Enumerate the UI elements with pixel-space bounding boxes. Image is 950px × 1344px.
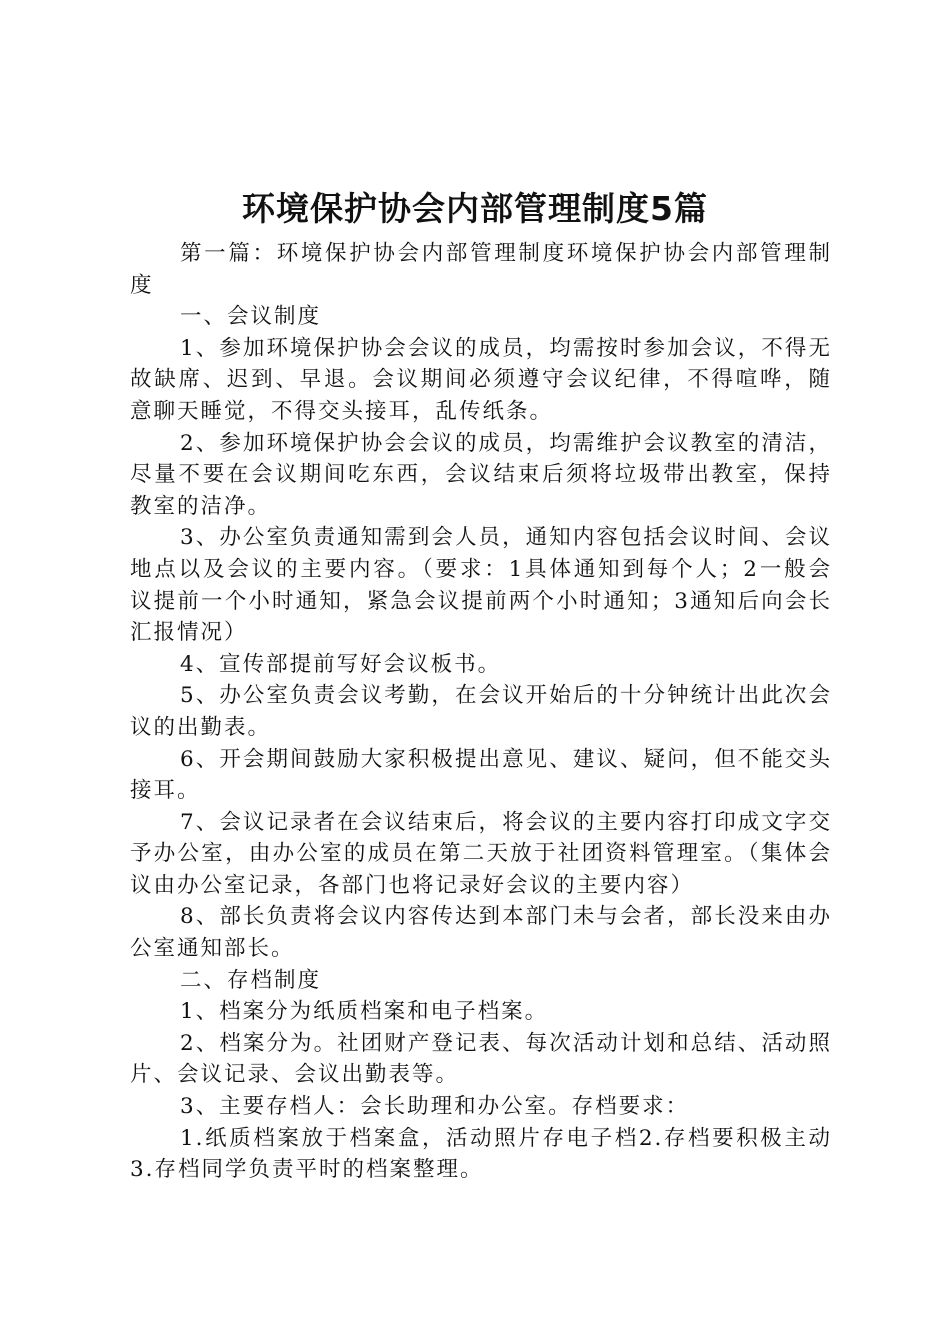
- meeting-rule-6: 6、开会期间鼓励大家积极提出意见、建议、疑问，但不能交头接耳。: [130, 746, 832, 804]
- meeting-rule-2: 2、参加环境保护协会会议的成员，均需维护会议教室的清洁，尽量不要在会议期间吃东西，会议结束后须将垃圾带出教室，保持教室的洁净。: [130, 430, 832, 519]
- meeting-rule-4: 4、宣传部提前写好会议板书。: [180, 651, 502, 677]
- archive-rule-1: 1、档案分为纸质档案和电子档案。: [180, 999, 549, 1025]
- meeting-rule-8: 8、部长负责将会议内容传达到本部门未与会者，部长没来由办公室通知部长。: [130, 904, 832, 962]
- archive-requirements: 1.纸质档案放于档案盒，活动照片存电子档2.存档要积极主动3.存档同学负责平时的档案整理。: [130, 1125, 832, 1183]
- intro-paragraph: 第一篇：环境保护协会内部管理制度环境保护协会内部管理制度: [130, 241, 832, 298]
- meeting-rule-3: 3、办公室负责通知需到会人员，通知内容包括会议时间、会议地点以及会议的主要内容。（要求：1具体通知到每个人；2一般会议提前一个小时通知，紧急会议提前两个小时通知；3通知后向会长汇报情况）: [130, 525, 832, 646]
- document-title: 环境保护协会内部管理制度5篇: [242, 189, 708, 228]
- document-body: [130, 238, 832, 1186]
- meeting-rule-5: 5、办公室负责会议考勤，在会议开始后的十分钟统计出此次会议的出勤表。: [130, 683, 832, 740]
- meeting-rule-7: 7、会议记录者在会议结束后，将会议的主要内容打印成文字交予办公室，由办公室的成员在第二天放于社团资料管理室。（集体会议由办公室记录，各部门也将记录好会议的主要内容）: [130, 809, 832, 898]
- archive-rule-2: 2、档案分为。社团财产登记表、每次活动计划和总结、活动照片、会议记录、会议出勤表等。: [130, 1030, 832, 1088]
- meeting-rule-1: 1、参加环境保护协会会议的成员，均需按时参加会议，不得无故缺席、迟到、早退。会议期间必须遵守会议纪律，不得喧哗，随意聊天睡觉，不得交头接耳，乱传纸条。: [130, 335, 832, 424]
- section-heading-meetings: 一、会议制度: [180, 304, 322, 330]
- section-heading-archives: 二、存档制度: [180, 967, 322, 993]
- archive-rule-3: 3、主要存档人：会长助理和办公室。存档要求：: [180, 1094, 690, 1120]
